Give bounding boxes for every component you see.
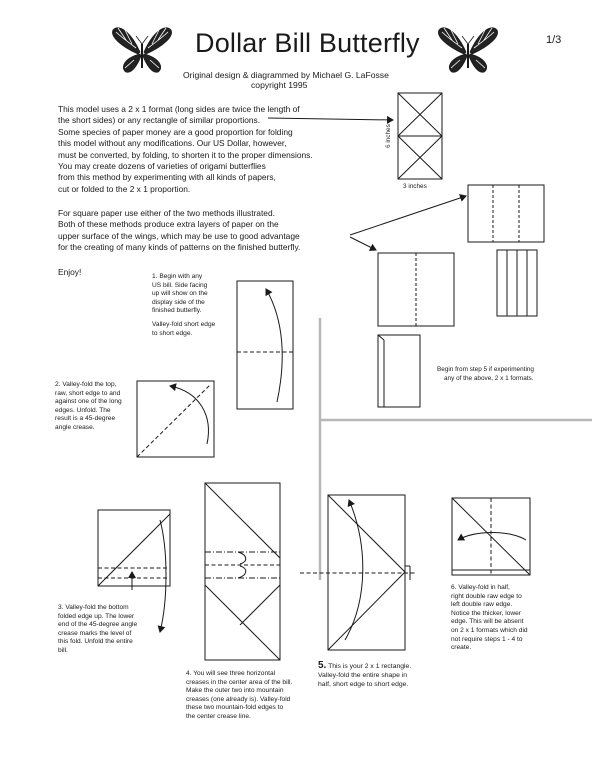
step-line: create. — [451, 644, 472, 652]
page-title: Dollar Bill Butterfly — [195, 28, 420, 58]
copyright-line: copyright 1995 — [251, 80, 308, 90]
step-2-diagram — [137, 381, 214, 457]
intro-line: upper surface of the wings, which may be use to good advantage — [58, 230, 300, 241]
intro-line: For square paper use either of the two methods illustrated. — [58, 208, 275, 218]
step-line: left double raw edge. — [451, 601, 513, 609]
step-line: on 2 x 1 formats which did — [451, 626, 528, 634]
square-method-diagram — [468, 185, 544, 316]
step-line: Valley-fold short edge — [152, 320, 216, 328]
step-3-diagram — [98, 510, 170, 632]
step-line: Make the outer two into mountain — [186, 687, 284, 695]
intro-line: You may create dozens of varieties of origami butterflies — [58, 161, 266, 172]
intro-line: this model without any modifications. Our US Dollar, however, — [58, 138, 287, 149]
intro-line: Some species of paper money are a good proportion for folding — [58, 126, 293, 137]
step-4-diagram — [205, 483, 280, 660]
intro-line: Both of these methods produce extra layers of paper on the — [58, 219, 279, 230]
step-line: this fold. Unfold the entire — [58, 638, 133, 646]
butterfly-right-icon — [438, 28, 497, 72]
step-line: folded edge up. The lower — [58, 612, 135, 620]
intro-line: This model uses a 2 x 1 format (long sides are twice the length of — [58, 104, 300, 114]
step-line: display side of the — [152, 298, 205, 306]
three-inches-label: 3 inches — [403, 183, 427, 190]
step-line-text: This is your 2 x 1 rectangle. — [326, 663, 412, 670]
intro-line: cut or folded to the 2 x 1 proportion. — [58, 183, 191, 194]
step-line: these two mountain-fold edges to — [186, 704, 284, 712]
step-5-diagram — [300, 495, 415, 650]
step-line: Notice the thicker, lower — [451, 609, 521, 617]
step-line: crease marks the level of — [58, 629, 132, 637]
step-line: not require steps 1 - 4 to — [451, 635, 523, 643]
intro-line: for the creating of many kinds of patterns on the finished butterfly. — [58, 242, 301, 253]
square-method-diagram — [378, 253, 454, 407]
intro-line: from this method by experimenting with all kinds of papers, — [58, 172, 276, 183]
step-line: 1. Begin with any — [152, 273, 203, 280]
intro-line: must be converted, by folding, to shorten it to the proper dimensions. — [58, 149, 313, 160]
six-inches-label: 6 inches — [385, 124, 392, 148]
page-number: 1/3 — [546, 34, 562, 46]
step-line: 6. Valley-fold in half, — [451, 584, 510, 591]
step-line: 2. Valley-fold the top, — [55, 381, 117, 388]
step-line: against one of the long — [55, 398, 122, 406]
step-line: up will show on the — [152, 290, 208, 298]
begin-note-line-1: Begin from step 5 if experimenting — [437, 366, 534, 373]
step-line: half, short edge to short edge. — [318, 681, 409, 689]
step-line: finished butterfly. — [152, 307, 202, 315]
step-6-diagram — [452, 498, 530, 575]
step-line: 3. Valley-fold the bottom — [58, 604, 129, 611]
butterfly-left-icon — [112, 28, 171, 72]
pointer-arrow — [350, 237, 376, 250]
credit-line: Original design & diagrammed by Michael G. LaFosse — [183, 70, 389, 80]
step-line: angle crease. — [55, 423, 95, 431]
step-5-number: 5. — [318, 660, 327, 671]
step-line: 4. You will see three horizontal — [186, 670, 276, 677]
step-line: right double raw edge to — [451, 592, 522, 600]
step-1-diagram — [237, 281, 293, 409]
step-line: raw, short edge to and — [55, 389, 121, 397]
step-line: to short edge. — [152, 329, 193, 337]
step-line: edge. This will be absent — [451, 618, 524, 626]
pointer-arrow — [268, 118, 393, 120]
step-line: creases in the center area of the bill. — [186, 678, 293, 686]
rectangle-crease-diagram — [398, 93, 442, 179]
step-line: US bill. Side facing — [152, 281, 208, 289]
step-line: creases (one already is). Valley-fold — [186, 695, 291, 703]
step-line: end of the 45-degree angle — [58, 621, 138, 629]
pointer-arrow — [350, 196, 466, 235]
step-line: bill. — [58, 646, 68, 654]
step-line: result is a 45-degree — [55, 415, 116, 423]
intro-line: the short sides) or any rectangle of similar proportions. — [58, 115, 261, 126]
step-line: the center crease line. — [186, 712, 251, 720]
step-line: Valley-fold the entire shape in — [318, 672, 408, 680]
enjoy-text: Enjoy! — [58, 267, 82, 277]
step-line: edges. Unfold. The — [55, 406, 111, 414]
begin-note-line-2: any of the above, 2 x 1 formats. — [444, 375, 534, 382]
